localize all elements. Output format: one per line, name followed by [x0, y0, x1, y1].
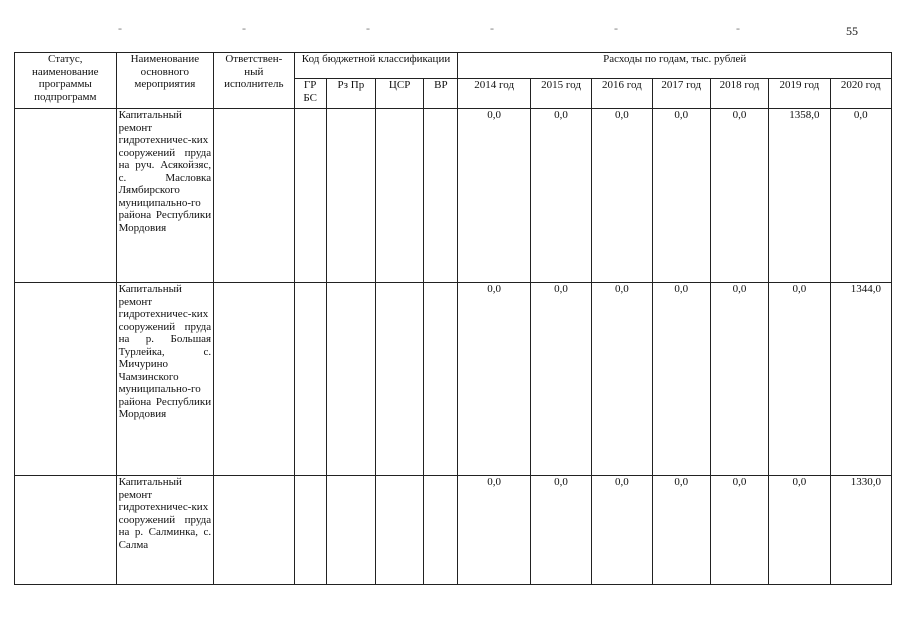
header-grbs: ГР БС [294, 79, 326, 109]
value-2019: 0,0 [769, 283, 830, 476]
value-2014: 0,0 [458, 476, 530, 585]
value-2017: 0,0 [652, 476, 710, 585]
scan-mark: - [490, 21, 494, 35]
table-row [15, 283, 892, 476]
grbs-cell [294, 283, 326, 476]
value-2018: 0,0 [710, 109, 768, 283]
header-year-2019: 2019 год [769, 79, 830, 109]
value-2019: 0,0 [769, 476, 830, 585]
responsible-cell [214, 476, 294, 585]
value-2018: 0,0 [710, 283, 768, 476]
value-2017: 0,0 [652, 283, 710, 476]
header-year-2020: 2020 год [830, 79, 891, 109]
csr-cell [376, 476, 424, 585]
value-2016: 0,0 [592, 283, 652, 476]
status-cell [15, 476, 117, 585]
header-year-2018: 2018 год [710, 79, 768, 109]
rzpr-cell [326, 476, 375, 585]
rzpr-cell [326, 283, 375, 476]
status-cell [15, 109, 117, 283]
measure-name: Капитальный ремонт гидротехничес-ких сооружений пруда на р. Салминка, с. Салма [116, 476, 214, 585]
value-2016: 0,0 [592, 109, 652, 283]
scan-mark: - [242, 21, 246, 35]
value-2014: 0,0 [458, 109, 530, 283]
measure-name: Капитальный ремонт гидротехничес-ких сооружений пруда на руч. Асякойзяс, с. Масловка Лямбирского муниципально-го района Республики Мордовия [116, 109, 214, 283]
grbs-cell [294, 476, 326, 585]
value-2014: 0,0 [458, 283, 530, 476]
value-2015: 0,0 [530, 283, 591, 476]
value-2015: 0,0 [530, 476, 591, 585]
header-row-1 [15, 53, 892, 79]
header-expenses: Расходы по годам, тыс. рублей [458, 53, 892, 79]
value-2020: 0,0 [830, 109, 891, 283]
scan-mark: - [118, 21, 122, 35]
vr-cell [424, 109, 458, 283]
header-year-2015: 2015 год [530, 79, 591, 109]
scan-mark: - [614, 21, 618, 35]
header-status: Статус, наименование программы подпрограмм [15, 53, 117, 109]
responsible-cell [214, 109, 294, 283]
value-2016: 0,0 [592, 476, 652, 585]
header-year-2014: 2014 год [458, 79, 530, 109]
table-row [15, 109, 892, 283]
value-2017: 0,0 [652, 109, 710, 283]
table-row [15, 476, 892, 585]
value-2020: 1344,0 [830, 283, 891, 476]
budget-table [14, 52, 892, 585]
grbs-cell [294, 109, 326, 283]
header-rzpr: Рз Пр [326, 79, 375, 109]
value-2019: 1358,0 [769, 109, 830, 283]
header-vr: ВР [424, 79, 458, 109]
vr-cell [424, 476, 458, 585]
status-cell [15, 283, 117, 476]
csr-cell [376, 109, 424, 283]
value-2015: 0,0 [530, 109, 591, 283]
header-csr: ЦСР [376, 79, 424, 109]
responsible-cell [214, 283, 294, 476]
header-measure: Наименование основного мероприятия [116, 53, 214, 109]
header-year-2017: 2017 год [652, 79, 710, 109]
value-2018: 0,0 [710, 476, 768, 585]
header-responsible: Ответствен-ный исполнитель [214, 53, 294, 109]
scan-mark: - [366, 21, 370, 35]
csr-cell [376, 283, 424, 476]
vr-cell [424, 283, 458, 476]
header-budget-code: Код бюджетной классификации [294, 53, 458, 79]
value-2020: 1330,0 [830, 476, 891, 585]
scan-mark: - [736, 21, 740, 35]
header-year-2016: 2016 год [592, 79, 652, 109]
rzpr-cell [326, 109, 375, 283]
measure-name: Капитальный ремонт гидротехничес-ких сооружений пруда на р. Большая Турлейка, с. Мичурино Чамзинского муниципально-го района Республики Мордовия [116, 283, 214, 476]
page-number: 55 [846, 24, 858, 38]
